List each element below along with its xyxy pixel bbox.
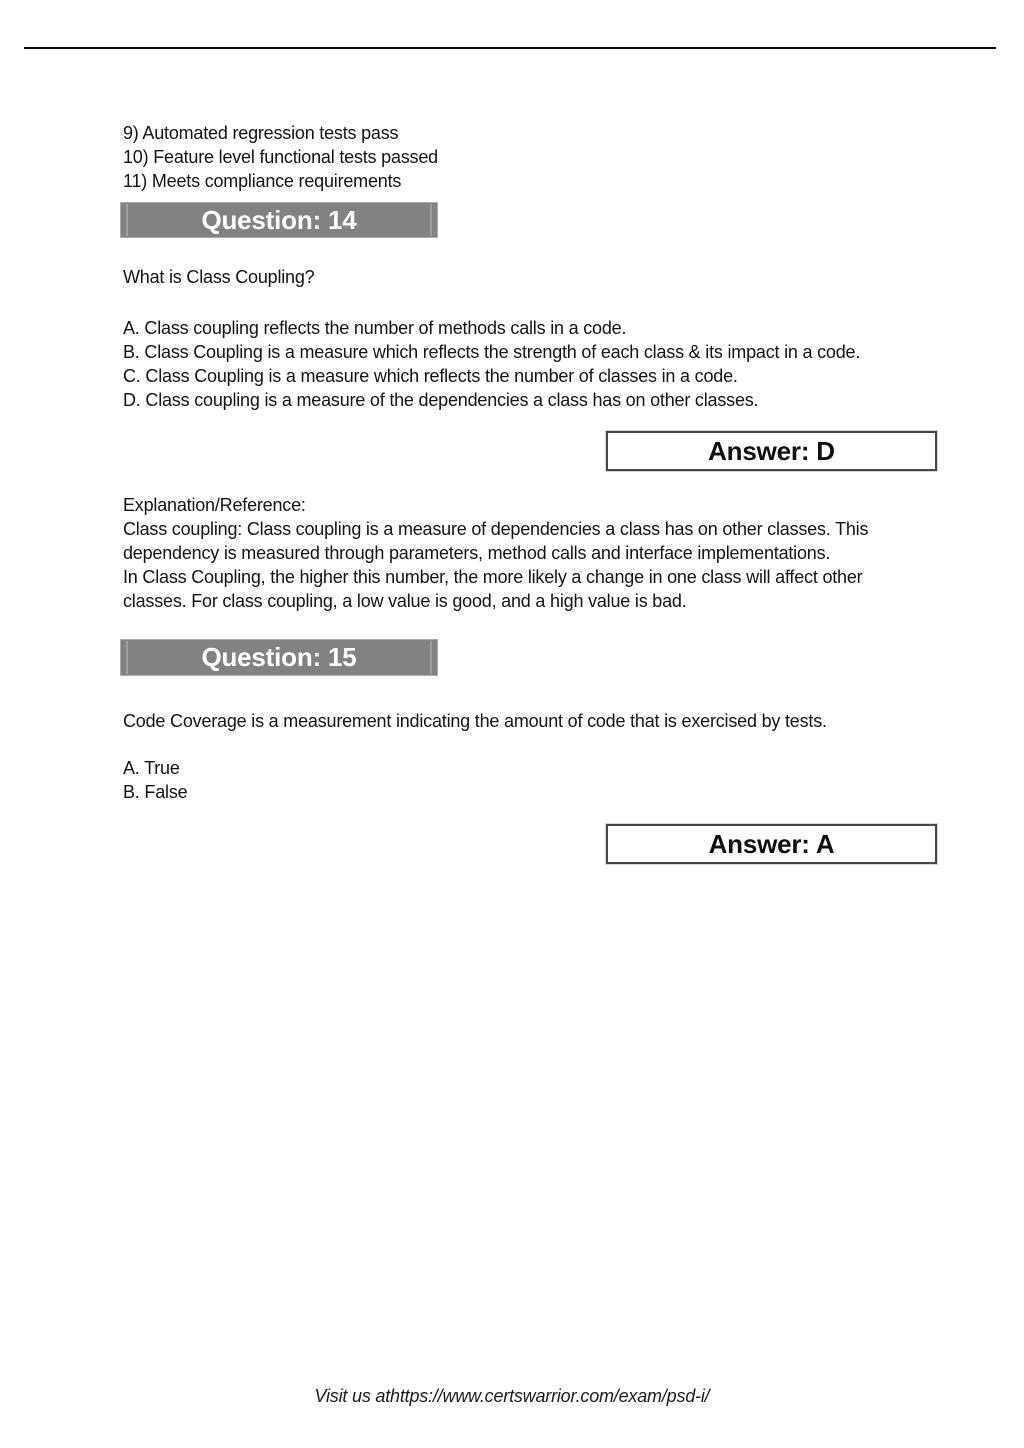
option-c: C. Class Coupling is a measure which reflects the number of classes in a code. [123,366,738,386]
question-15-banner [120,639,438,676]
question-15-text: Code Coverage is a measurement indicating the amount of code that is exercised by tests. [123,711,827,731]
explanation-line: classes. For class coupling, a low value is good, and a high value is bad. [123,591,687,611]
question-14-banner-label: Question: 14 [201,205,357,235]
question-15-answer-label: Answer: A [708,829,835,859]
header-rule [24,47,996,49]
explanation-heading: Explanation/Reference: [123,495,306,515]
option-d: D. Class coupling is a measure of the dependencies a class has on other classes. [123,390,759,410]
question-15-options [123,756,187,804]
checklist [123,121,438,193]
question-15-banner-label: Question: 15 [201,642,357,672]
checklist-item: 11) Meets compliance requirements [123,171,402,191]
explanation-line: Class coupling: Class coupling is a measure of dependencies a class has on other classes. This [123,519,869,539]
question-14-banner [120,202,438,238]
question-14-answer-label: Answer: D [708,436,835,466]
option-b: B. False [123,782,188,802]
question-14-text: What is Class Coupling? [123,267,315,287]
option-a: A. True [123,758,180,778]
question-14-options [123,316,860,412]
question-15-answer-box [606,824,937,864]
question-14-explanation [123,493,868,613]
checklist-item: 10) Feature level functional tests passed [123,147,438,167]
question-14-answer-box [606,431,937,471]
explanation-line: dependency is measured through parameters, method calls and interface implementations. [123,543,831,563]
option-b: B. Class Coupling is a measure which reflects the strength of each class & its impact in a code. [123,342,861,362]
footer-link-text: Visit us athttps://www.certswarrior.com/exam/psd-i/ [314,1386,710,1406]
checklist-item: 9) Automated regression tests pass [123,123,399,143]
explanation-line: In Class Coupling, the higher this number, the more likely a change in one class will affect other [123,567,863,587]
option-a: A. Class coupling reflects the number of methods calls in a code. [123,318,627,338]
